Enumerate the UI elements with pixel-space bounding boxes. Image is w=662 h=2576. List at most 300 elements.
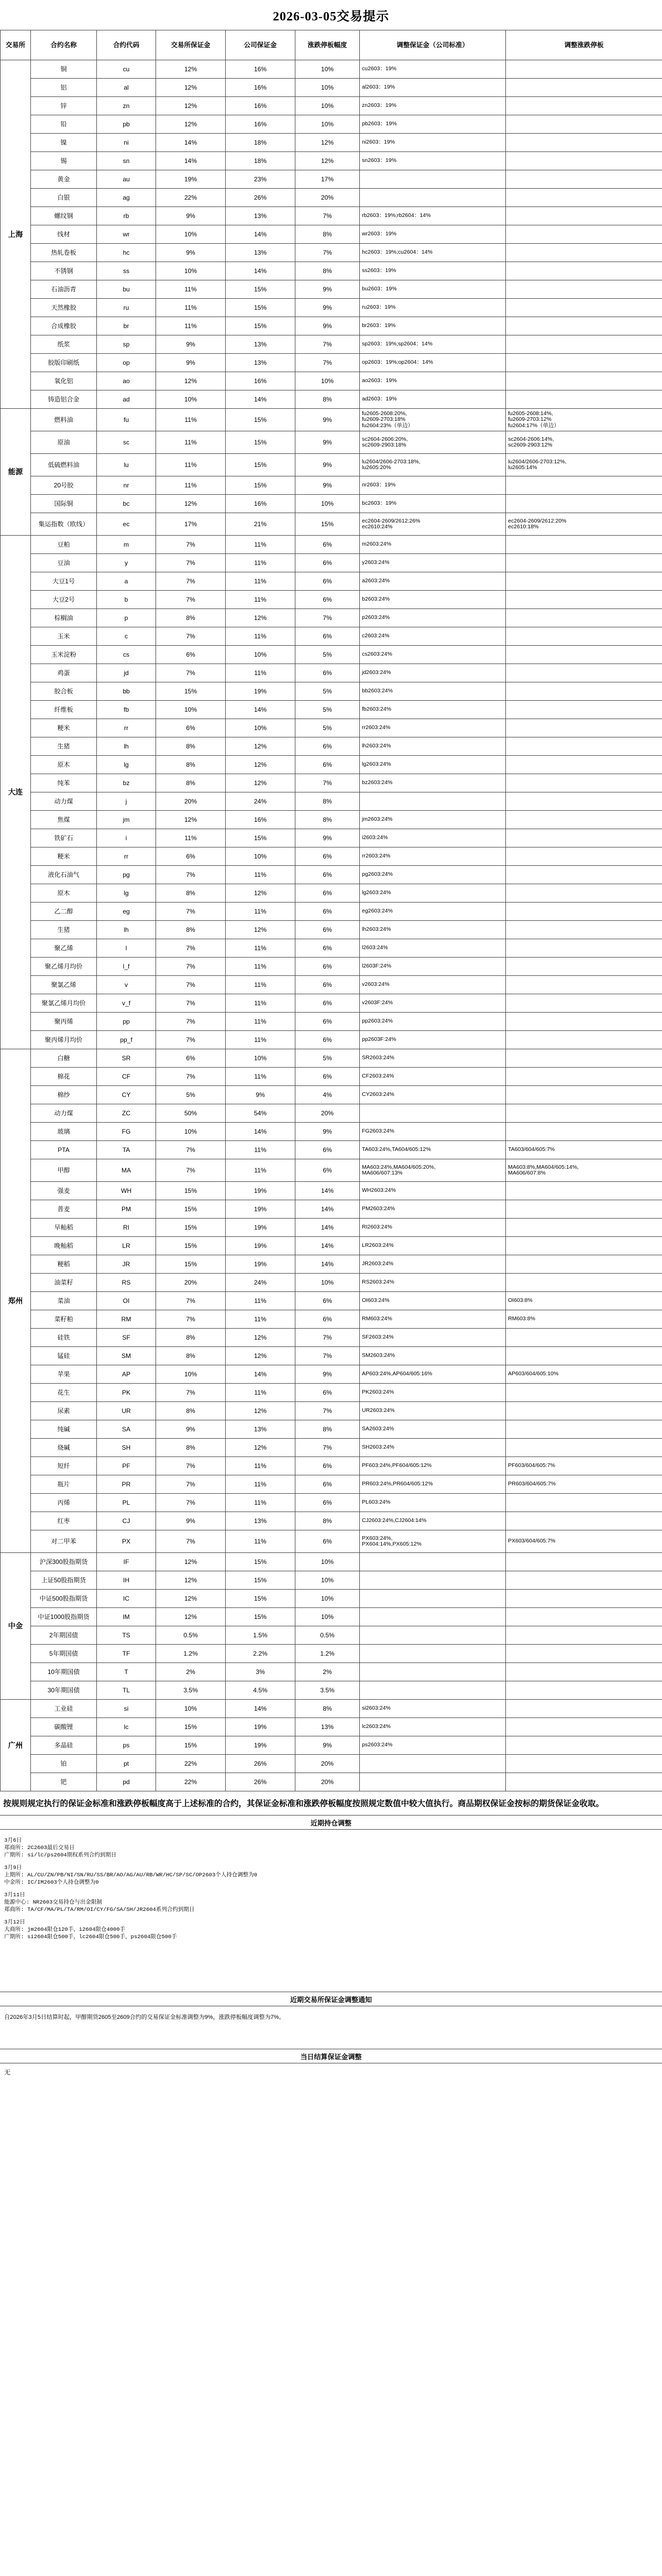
- limit-range: 6%: [295, 664, 360, 682]
- adjusted-margin: lg2603:24%: [360, 884, 506, 903]
- company-margin: 2.2%: [226, 1645, 295, 1663]
- company-margin: 1.5%: [226, 1626, 295, 1645]
- adjusted-margin: [360, 1553, 506, 1571]
- adjusted-limit: [506, 903, 662, 921]
- adjusted-margin: sn2603：19%: [360, 152, 506, 170]
- company-margin: 16%: [226, 97, 295, 115]
- contract-name: 生猪: [31, 921, 97, 939]
- table-row: [1, 1494, 662, 1512]
- adjusted-margin: PM2603:24%: [360, 1200, 506, 1219]
- limit-range: 6%: [295, 1292, 360, 1310]
- table-row: [1, 1457, 662, 1475]
- limit-range: 20%: [295, 189, 360, 207]
- contract-name: 大豆1号: [31, 572, 97, 591]
- exchange-margin: 7%: [156, 1494, 226, 1512]
- contract-code: TS: [97, 1626, 156, 1645]
- table-row: [1, 1123, 662, 1141]
- contract-name: 粳米: [31, 847, 97, 866]
- contract-name: 不锈钢: [31, 262, 97, 280]
- exchange-margin: 7%: [156, 572, 226, 591]
- contract-name: 镍: [31, 134, 97, 152]
- exchange-margin: 5%: [156, 1086, 226, 1104]
- table-row: [1, 97, 662, 115]
- exchange-margin: 9%: [156, 207, 226, 225]
- contract-code: ni: [97, 134, 156, 152]
- company-margin: 14%: [226, 1700, 295, 1718]
- adjusted-margin: PK2603:24%: [360, 1384, 506, 1402]
- adjusted-margin: jd2603:24%: [360, 664, 506, 682]
- contract-code: rb: [97, 207, 156, 225]
- adjusted-margin: br2603：19%: [360, 317, 506, 335]
- contract-name: 铜: [31, 60, 97, 79]
- table-row: [1, 134, 662, 152]
- contract-code: LR: [97, 1237, 156, 1255]
- limit-range: 8%: [295, 792, 360, 811]
- limit-range: 20%: [295, 1755, 360, 1773]
- table-row: [1, 476, 662, 495]
- limit-range: 6%: [295, 1013, 360, 1031]
- adjusted-margin: v2603:24%: [360, 976, 506, 994]
- exchange-margin: 12%: [156, 60, 226, 79]
- adjusted-limit: [506, 1736, 662, 1755]
- adjusted-limit: [506, 1663, 662, 1681]
- exchange-margin: 7%: [156, 1310, 226, 1329]
- exchange-margin: 6%: [156, 646, 226, 664]
- limit-range: 10%: [295, 79, 360, 97]
- company-margin: 11%: [226, 1530, 295, 1553]
- exchange-margin: 11%: [156, 476, 226, 495]
- exchange-margin: 7%: [156, 591, 226, 609]
- limit-range: 12%: [295, 152, 360, 170]
- exchange-margin: 3.5%: [156, 1681, 226, 1700]
- company-margin: 18%: [226, 152, 295, 170]
- contract-code: PR: [97, 1475, 156, 1494]
- limit-range: 6%: [295, 1494, 360, 1512]
- company-margin: 11%: [226, 1141, 295, 1159]
- contract-name: 上证50股指期货: [31, 1571, 97, 1590]
- exchange-margin: 7%: [156, 1141, 226, 1159]
- adjusted-limit: [506, 262, 662, 280]
- adjusted-margin: [360, 1608, 506, 1626]
- limit-range: 10%: [295, 1553, 360, 1571]
- table-row: [1, 152, 662, 170]
- contract-name: 纯苯: [31, 774, 97, 792]
- contract-code: lg: [97, 884, 156, 903]
- limit-range: 6%: [295, 921, 360, 939]
- company-margin: 11%: [226, 1292, 295, 1310]
- exchange-margin: 12%: [156, 97, 226, 115]
- exchange-margin: 9%: [156, 335, 226, 354]
- adjusted-margin: [360, 792, 506, 811]
- adjusted-limit: [506, 609, 662, 627]
- company-margin: 11%: [226, 536, 295, 554]
- table-row: [1, 554, 662, 572]
- limit-range: 4%: [295, 1086, 360, 1104]
- contract-code: ag: [97, 189, 156, 207]
- adjusted-limit: sc2604-2606:14%, sc2609-2903:12%: [506, 431, 662, 454]
- exchange-margin: 8%: [156, 884, 226, 903]
- contract-code: CY: [97, 1086, 156, 1104]
- contract-name: 瓶片: [31, 1475, 97, 1494]
- exchange-margin: 12%: [156, 1571, 226, 1590]
- contract-code: pp: [97, 1013, 156, 1031]
- limit-range: 14%: [295, 1200, 360, 1219]
- table-row: [1, 1068, 662, 1086]
- table-row: [1, 1571, 662, 1590]
- table-row: [1, 1274, 662, 1292]
- limit-range: 5%: [295, 719, 360, 737]
- exchange-name: 中金: [1, 1553, 31, 1700]
- adjusted-margin: fu2605-2608:20%, fu2609-2703:18% fu2604:23%（单边）: [360, 409, 506, 431]
- table-row: [1, 774, 662, 792]
- company-margin: 15%: [226, 476, 295, 495]
- table-row: [1, 1718, 662, 1736]
- adjusted-limit: [506, 152, 662, 170]
- adjusted-margin: pp2603F:24%: [360, 1031, 506, 1049]
- adjusted-limit: [506, 939, 662, 958]
- adjusted-margin: i2603:24%: [360, 829, 506, 847]
- company-margin: 12%: [226, 884, 295, 903]
- contract-code: PK: [97, 1384, 156, 1402]
- adjusted-margin: al2603：19%: [360, 79, 506, 97]
- adjusted-limit: OI603:8%: [506, 1292, 662, 1310]
- contract-name: 强麦: [31, 1182, 97, 1200]
- contract-code: IC: [97, 1590, 156, 1608]
- contract-name: 玻璃: [31, 1123, 97, 1141]
- adjusted-limit: [506, 1219, 662, 1237]
- contract-name: 国际铜: [31, 495, 97, 513]
- contract-name: 鸡蛋: [31, 664, 97, 682]
- adjusted-margin: cs2603:24%: [360, 646, 506, 664]
- limit-range: 6%: [295, 994, 360, 1013]
- contract-code: ZC: [97, 1104, 156, 1123]
- company-margin: 14%: [226, 225, 295, 244]
- contract-name: 晚籼稻: [31, 1237, 97, 1255]
- contract-code: y: [97, 554, 156, 572]
- recent-position-item: 3月9日 上期所: AL/CU/ZN/PB/NI/SN/RU/SS/BR/AO/AG/AU/RB/WR/HC/SP/SC/OP2603个人持仓调整为0 中金所: IC/IM2603个人持仓调整为0: [4, 1865, 258, 1886]
- table-row: [1, 1608, 662, 1626]
- contract-code: IF: [97, 1553, 156, 1571]
- contract-name: 多晶硅: [31, 1736, 97, 1755]
- table-row: [1, 939, 662, 958]
- limit-range: 5%: [295, 682, 360, 701]
- company-margin: 19%: [226, 1255, 295, 1274]
- adjusted-margin: lc2603:24%: [360, 1718, 506, 1736]
- limit-range: 6%: [295, 627, 360, 646]
- table-row: [1, 1255, 662, 1274]
- exchange-margin: 12%: [156, 115, 226, 134]
- company-margin: 11%: [226, 1068, 295, 1086]
- exchange-margin: 0.5%: [156, 1626, 226, 1645]
- adjusted-margin: [360, 1590, 506, 1608]
- contract-code: br: [97, 317, 156, 335]
- contract-code: ps: [97, 1736, 156, 1755]
- company-margin: 21%: [226, 513, 295, 536]
- adjusted-margin: p2603:24%: [360, 609, 506, 627]
- limit-range: 10%: [295, 1571, 360, 1590]
- limit-range: 5%: [295, 1049, 360, 1068]
- limit-range: 8%: [295, 1512, 360, 1530]
- company-margin: 54%: [226, 1104, 295, 1123]
- adjusted-limit: [506, 737, 662, 756]
- limit-range: 10%: [295, 1274, 360, 1292]
- adjusted-limit: [506, 97, 662, 115]
- contract-code: sc: [97, 431, 156, 454]
- table-row: [1, 627, 662, 646]
- table-row: [1, 79, 662, 97]
- table-row: [1, 170, 662, 189]
- company-margin: 19%: [226, 1736, 295, 1755]
- exchange-margin: 7%: [156, 554, 226, 572]
- limit-range: 14%: [295, 1255, 360, 1274]
- adjusted-limit: RM603:8%: [506, 1310, 662, 1329]
- exchange-margin: 12%: [156, 1590, 226, 1608]
- contract-name: 豆粕: [31, 536, 97, 554]
- table-row: [1, 513, 662, 536]
- company-margin: 15%: [226, 454, 295, 476]
- limit-range: 6%: [295, 1457, 360, 1475]
- contract-code: ss: [97, 262, 156, 280]
- exchange-margin: 7%: [156, 1068, 226, 1086]
- table-row: [1, 1439, 662, 1457]
- adjusted-margin: JR2603:24%: [360, 1255, 506, 1274]
- adjusted-margin: ss2603：19%: [360, 262, 506, 280]
- adjusted-margin: v2603F:24%: [360, 994, 506, 1013]
- adjusted-margin: UR2603:24%: [360, 1402, 506, 1420]
- table-row: [1, 225, 662, 244]
- exchange-margin: 11%: [156, 454, 226, 476]
- table-row: [1, 454, 662, 476]
- exchange-margin: 7%: [156, 1013, 226, 1031]
- company-margin: 12%: [226, 756, 295, 774]
- exchange-margin: 7%: [156, 1530, 226, 1553]
- adjusted-limit: [506, 1645, 662, 1663]
- table-row: [1, 701, 662, 719]
- company-margin: 26%: [226, 189, 295, 207]
- exchange-adjust-text: 自2026年3月5日结算时起，甲醇期货2605至2609合约的交易保证金标准调整为9%，涨跌停板幅度调整为7%。: [0, 2006, 662, 2049]
- current-adjust-text: 无: [4, 2069, 11, 2076]
- table-row: [1, 591, 662, 609]
- limit-range: 8%: [295, 1700, 360, 1718]
- limit-range: 5%: [295, 646, 360, 664]
- contract-code: ru: [97, 299, 156, 317]
- company-margin: 11%: [226, 554, 295, 572]
- exchange-margin: 7%: [156, 1457, 226, 1475]
- exchange-margin: 7%: [156, 627, 226, 646]
- company-margin: 10%: [226, 646, 295, 664]
- contract-code: m: [97, 536, 156, 554]
- contract-code: JR: [97, 1255, 156, 1274]
- exchange-margin: 10%: [156, 1365, 226, 1384]
- adjusted-margin: FG2603:24%: [360, 1123, 506, 1141]
- company-margin: 13%: [226, 207, 295, 225]
- exchange-margin: 10%: [156, 1700, 226, 1718]
- exchange-name: 广州: [1, 1700, 31, 1791]
- company-margin: 10%: [226, 847, 295, 866]
- table-row: [1, 1553, 662, 1571]
- company-margin: 24%: [226, 1274, 295, 1292]
- company-margin: 13%: [226, 335, 295, 354]
- adjusted-limit: [506, 1123, 662, 1141]
- limit-range: 6%: [295, 756, 360, 774]
- adjusted-limit: [506, 1512, 662, 1530]
- contract-code: ad: [97, 390, 156, 409]
- exchange-margin: 2%: [156, 1663, 226, 1681]
- adjusted-limit: [506, 811, 662, 829]
- contract-code: PM: [97, 1200, 156, 1219]
- contract-code: pg: [97, 866, 156, 884]
- adjusted-limit: [506, 994, 662, 1013]
- exchange-margin: 7%: [156, 1031, 226, 1049]
- exchange-margin: 8%: [156, 774, 226, 792]
- table-row: [1, 262, 662, 280]
- exchange-margin: 6%: [156, 1049, 226, 1068]
- exchange-name: 能源: [1, 409, 31, 536]
- contract-name: 白糖: [31, 1049, 97, 1068]
- table-row: [1, 1626, 662, 1645]
- contract-code: RS: [97, 1274, 156, 1292]
- contract-name: 20号胶: [31, 476, 97, 495]
- adjusted-margin: eg2603:24%: [360, 903, 506, 921]
- recent-position-item: 3月6日 郑商所: 2C2603最后交易日 广期所: si/lc/ps2604期权系列合约到期日: [4, 1838, 117, 1858]
- contract-code: SF: [97, 1329, 156, 1347]
- company-margin: 15%: [226, 280, 295, 299]
- company-margin: 12%: [226, 737, 295, 756]
- adjusted-limit: [506, 79, 662, 97]
- exchange-margin: 11%: [156, 317, 226, 335]
- limit-range: 20%: [295, 1104, 360, 1123]
- contract-name: 原木: [31, 884, 97, 903]
- limit-range: 14%: [295, 1237, 360, 1255]
- company-margin: 11%: [226, 939, 295, 958]
- company-margin: 11%: [226, 572, 295, 591]
- contract-code: sn: [97, 152, 156, 170]
- adjusted-limit: [506, 495, 662, 513]
- company-margin: 11%: [226, 627, 295, 646]
- contract-code: lh: [97, 921, 156, 939]
- table-row: [1, 1512, 662, 1530]
- adjusted-limit: MA603:8%,MA604/605:14%, MA606/607:8%: [506, 1159, 662, 1182]
- table-row: [1, 1700, 662, 1718]
- table-row: [1, 207, 662, 225]
- adjusted-margin: [360, 1104, 506, 1123]
- limit-range: 8%: [295, 811, 360, 829]
- table-row: [1, 335, 662, 354]
- adjusted-margin: SM2603:24%: [360, 1347, 506, 1365]
- adjusted-margin: WH2603:24%: [360, 1182, 506, 1200]
- adjusted-margin: CF2603:24%: [360, 1068, 506, 1086]
- contract-name: 乙二醇: [31, 903, 97, 921]
- company-margin: 11%: [226, 1159, 295, 1182]
- table-row: [1, 756, 662, 774]
- exchange-margin: 11%: [156, 829, 226, 847]
- limit-range: 6%: [295, 1384, 360, 1402]
- adjusted-margin: PX603:24%, PX604:14%,PX605:12%: [360, 1530, 506, 1553]
- adjusted-limit: [506, 1182, 662, 1200]
- contract-name: 沪深300股指期货: [31, 1553, 97, 1571]
- table-row: [1, 921, 662, 939]
- adjusted-margin: [360, 1571, 506, 1590]
- contract-name: 菜油: [31, 1292, 97, 1310]
- current-adjust-title: 当日结算保证金调整: [0, 2049, 662, 2063]
- table-row: [1, 1049, 662, 1068]
- company-margin: 11%: [226, 976, 295, 994]
- table-row: [1, 1329, 662, 1347]
- contract-code: TF: [97, 1645, 156, 1663]
- contract-code: v: [97, 976, 156, 994]
- column-header: 交易所: [1, 30, 31, 60]
- page-title: 2026-03-05交易提示: [273, 10, 389, 24]
- exchange-margin: 7%: [156, 536, 226, 554]
- company-margin: 11%: [226, 1031, 295, 1049]
- contract-name: 黄金: [31, 170, 97, 189]
- contract-name: 30年期国债: [31, 1681, 97, 1700]
- contract-name: 胶版印刷纸: [31, 354, 97, 372]
- table-row: [1, 280, 662, 299]
- company-margin: 16%: [226, 60, 295, 79]
- company-margin: 14%: [226, 1365, 295, 1384]
- limit-range: 7%: [295, 1347, 360, 1365]
- contract-code: PL: [97, 1494, 156, 1512]
- exchange-margin: 9%: [156, 244, 226, 262]
- contract-code: pp_f: [97, 1031, 156, 1049]
- limit-range: 10%: [295, 60, 360, 79]
- table-row: [1, 1292, 662, 1310]
- adjusted-limit: [506, 682, 662, 701]
- table-row: [1, 317, 662, 335]
- limit-range: 9%: [295, 1123, 360, 1141]
- table-row: [1, 976, 662, 994]
- adjusted-margin: [360, 189, 506, 207]
- exchange-margin: 14%: [156, 134, 226, 152]
- adjusted-margin: rr2603:24%: [360, 719, 506, 737]
- adjusted-margin: PR603:24%,PR604/605:12%: [360, 1475, 506, 1494]
- adjusted-limit: [506, 958, 662, 976]
- limit-range: 6%: [295, 591, 360, 609]
- company-margin: 11%: [226, 1475, 295, 1494]
- company-margin: 15%: [226, 409, 295, 431]
- adjusted-margin: PL603:24%: [360, 1494, 506, 1512]
- limit-range: 7%: [295, 1439, 360, 1457]
- table-row: [1, 1681, 662, 1700]
- adjusted-limit: [506, 1718, 662, 1736]
- contract-code: c: [97, 627, 156, 646]
- adjusted-margin: a2603:24%: [360, 572, 506, 591]
- adjusted-limit: [506, 299, 662, 317]
- contract-code: rr: [97, 847, 156, 866]
- limit-range: 17%: [295, 170, 360, 189]
- adjusted-margin: hc2603：19%;cu2604：14%: [360, 244, 506, 262]
- company-margin: 13%: [226, 1512, 295, 1530]
- table-row: [1, 1159, 662, 1182]
- exchange-margin: 8%: [156, 756, 226, 774]
- adjusted-limit: [506, 847, 662, 866]
- limit-range: 6%: [295, 1141, 360, 1159]
- adjusted-limit: [506, 921, 662, 939]
- contract-name: 短纤: [31, 1457, 97, 1475]
- limit-range: 14%: [295, 1219, 360, 1237]
- adjusted-margin: SR2603:24%: [360, 1049, 506, 1068]
- contract-name: 铸造铝合金: [31, 390, 97, 409]
- adjusted-margin: lh2603:24%: [360, 737, 506, 756]
- contract-name: 动力煤: [31, 792, 97, 811]
- limit-range: 10%: [295, 115, 360, 134]
- adjusted-limit: [506, 335, 662, 354]
- column-header: 公司保证金: [226, 30, 295, 60]
- exchange-margin: 22%: [156, 189, 226, 207]
- contract-name: 热轧卷板: [31, 244, 97, 262]
- adjusted-limit: [506, 280, 662, 299]
